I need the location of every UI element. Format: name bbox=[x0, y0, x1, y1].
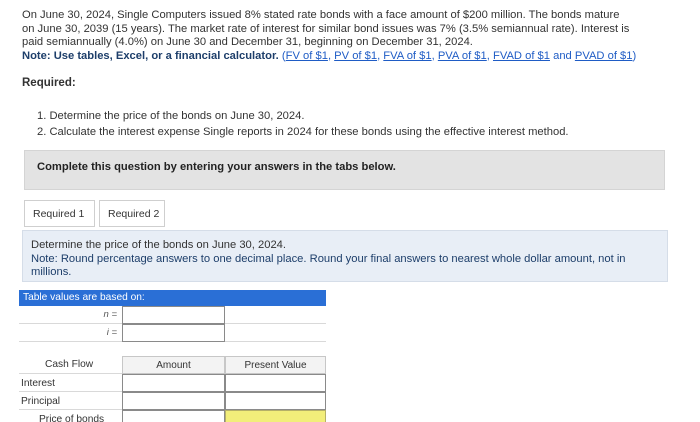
note-line bbox=[22, 50, 672, 64]
link-pva[interactable]: PVA of $1 bbox=[437, 49, 487, 62]
spacer-row bbox=[19, 342, 326, 356]
tab-required-1[interactable]: Required 1 bbox=[24, 200, 95, 227]
principal-amount-input[interactable] bbox=[122, 392, 225, 410]
banner-text: Complete this question by entering your answers in the tabs below. bbox=[37, 161, 396, 173]
interest-pv-input[interactable] bbox=[225, 374, 326, 392]
panel-note: Note: Round percentage answers to one decimal place. Round your final answers to nearest whole dollar amount, not in millions. bbox=[31, 253, 626, 278]
required-item-2: 2. Calculate the interest expense Single reports in 2024 for these bonds using the effective interest method. bbox=[37, 126, 569, 138]
principal-pv-input[interactable] bbox=[225, 392, 326, 410]
i-row bbox=[19, 324, 326, 342]
col-present-value: Present Value bbox=[225, 356, 326, 374]
instruction-banner bbox=[24, 150, 665, 190]
interest-amount-input[interactable] bbox=[122, 374, 225, 392]
pv-table bbox=[19, 290, 326, 422]
table-header: Table values are based on: bbox=[19, 290, 326, 306]
question-panel bbox=[22, 230, 668, 282]
tab-required-2[interactable]: Required 2 bbox=[99, 200, 165, 227]
required-heading: Required: bbox=[22, 77, 76, 89]
link-fva[interactable]: FVA of $1 bbox=[383, 49, 432, 62]
i-label: i = bbox=[106, 327, 117, 338]
n-input[interactable] bbox=[122, 306, 225, 324]
required-item-1: 1. Determine the price of the bonds on June 30, 2024. bbox=[37, 110, 305, 122]
intro-line-2: on June 30, 2039 (15 years). The market rate of interest for similar bond issues was 7% (3.5% semiannual rate). Interest is bbox=[22, 22, 630, 35]
link-fv[interactable]: FV of $1 bbox=[285, 49, 328, 62]
price-amount-input[interactable] bbox=[122, 410, 225, 422]
column-header-row bbox=[19, 356, 326, 374]
price-pv-input[interactable] bbox=[225, 410, 326, 422]
problem-statement bbox=[22, 9, 672, 63]
interest-row bbox=[19, 374, 326, 392]
i-input[interactable] bbox=[122, 324, 225, 342]
table-links: (FV of $1, PV of $1, FVA of $1, PVA of $1, FVAD of $1 and PVAD of $1) bbox=[281, 49, 637, 62]
n-label: n = bbox=[103, 309, 117, 320]
panel-title: Determine the price of the bonds on June 30, 2024. bbox=[31, 239, 286, 251]
intro-line-1: On June 30, 2024, Single Computers issued 8% stated rate bonds with a face amount of $200 million. The bonds mature bbox=[22, 9, 620, 21]
interest-label: Interest bbox=[21, 378, 55, 389]
n-row bbox=[19, 306, 326, 324]
intro-line-3: paid semiannually (4.0%) on June 30 and December 31, beginning on December 31, 2024. bbox=[22, 36, 473, 49]
col-cash-flow: Cash Flow bbox=[45, 359, 94, 370]
link-fvad[interactable]: FVAD of $1 bbox=[492, 49, 550, 62]
link-pv[interactable]: PV of $1 bbox=[334, 49, 378, 62]
price-label: Price of bonds bbox=[39, 414, 105, 422]
link-pvad[interactable]: PVAD of $1 bbox=[574, 49, 633, 62]
required-list bbox=[37, 108, 569, 140]
price-row bbox=[19, 410, 326, 422]
note-prefix: Note: Use tables, Excel, or a financial calculator. bbox=[22, 49, 279, 62]
principal-row bbox=[19, 392, 326, 410]
principal-label: Principal bbox=[21, 396, 61, 407]
col-amount: Amount bbox=[122, 356, 225, 374]
